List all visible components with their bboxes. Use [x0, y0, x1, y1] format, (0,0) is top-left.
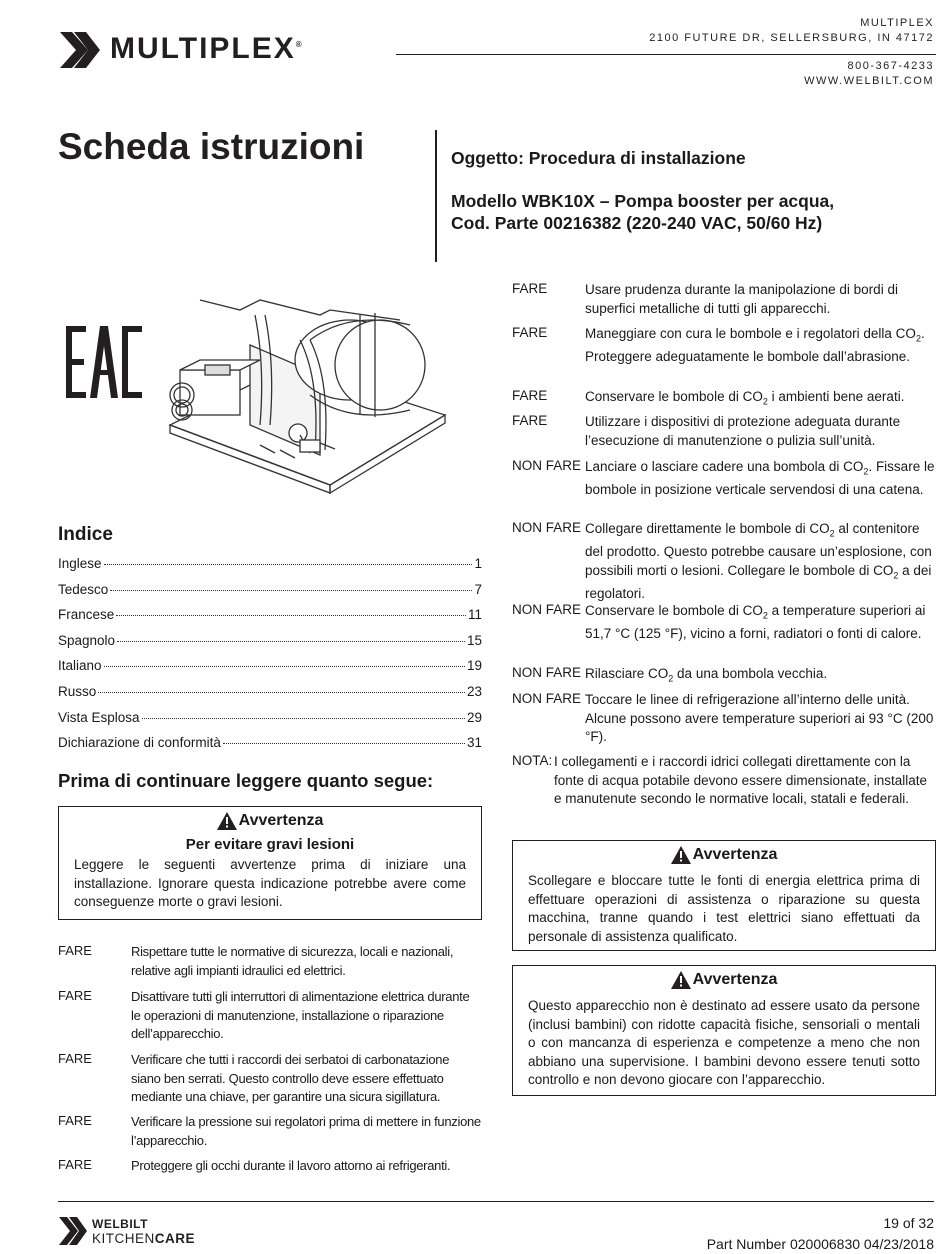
- model-line-2: Cod. Parte 00216382 (220-240 VAC, 50/60 Hz): [451, 213, 823, 233]
- pump-illustration: [160, 285, 450, 505]
- rule-label: FARE: [58, 1157, 92, 1172]
- model-heading: [451, 190, 834, 234]
- toc-page: 15: [466, 632, 482, 648]
- note-label: NOTA:: [512, 753, 553, 768]
- page-title: Scheda istruzioni: [58, 126, 365, 167]
- toc-label: Spagnolo: [58, 632, 116, 648]
- before-continue-heading: Prima di continuare leggere quanto segue:: [58, 770, 434, 791]
- rule-item: [512, 413, 936, 450]
- welbilt-logo: [58, 1214, 238, 1248]
- table-of-contents: [58, 556, 482, 761]
- index-title: Indice: [58, 524, 113, 545]
- note: [512, 753, 936, 809]
- footer-rule: [58, 1201, 934, 1202]
- subject: Oggetto: Procedura di installazione: [451, 148, 746, 168]
- warning-title: Avvertenza: [692, 971, 778, 988]
- part-number: Part Number 020006830 04/23/2018: [706, 1236, 934, 1252]
- rule-text: Rilasciare $CO_2$ da una bombola vecchia.: [585, 666, 828, 684]
- rule-item: [512, 325, 936, 367]
- toc-leader: [142, 718, 465, 719]
- rule-item: [58, 988, 482, 1044]
- rule-text: Collegare direttamente le bombole di $CO_2$ al contenitore del prodotto. Questo potrebbe causare un’esplosione, con possibili morti o lesioni. Collegare le bombole di $CO_2$ a dei regolatori.: [585, 521, 932, 601]
- toc-entry[interactable]: [58, 582, 482, 608]
- website: WWW.WELBILT.COM: [804, 75, 934, 87]
- rule-text: Usare prudenza durante la manipolazione di bordi di superfici metalliche di tutti gli apparecchi.: [585, 282, 898, 316]
- rule-item: [512, 665, 936, 688]
- rule-item: [512, 520, 936, 603]
- toc-leader: [104, 666, 465, 667]
- warning-heading: [528, 971, 920, 989]
- rule-text: Verificare che tutti i raccordi dei serbatoi di carbonatazione siano ben serrati. Questo controllo deve essere effettuato mediante una chiave, per garantire una sicura sigillatura.: [131, 1052, 450, 1104]
- toc-leader: [117, 641, 465, 642]
- toc-label: Inglese: [58, 556, 102, 571]
- toc-label: Francese: [58, 607, 115, 623]
- rule-item: [58, 1051, 482, 1107]
- toc-leader: [223, 743, 465, 744]
- rule-label: FARE: [512, 388, 548, 403]
- rule-label: FARE: [512, 413, 548, 428]
- rule-label: NON FARE: [512, 665, 582, 680]
- toc-label: Italiano: [58, 658, 102, 674]
- rule-item: [58, 1157, 482, 1176]
- toc-label: Russo: [58, 683, 97, 699]
- rule-text: Verificare la pressione sui regolatori prima di mettere in funzione l’apparecchio.: [131, 1114, 481, 1148]
- rule-text: Conservare le bombole di $CO_2$ i ambienti bene aerati.: [585, 389, 905, 407]
- toc-page: 19: [466, 658, 482, 674]
- toc-page: 29: [466, 709, 482, 725]
- rule-label: FARE: [58, 1051, 92, 1066]
- rule-text: Maneggiare con cura le bombole e i regolatori della $CO_2$. Proteggere adeguatamente le bombole dall’abrasione.: [585, 326, 925, 365]
- toc-entry[interactable]: [58, 633, 482, 659]
- rule-item: [58, 943, 482, 980]
- warning-heading: [528, 846, 920, 864]
- warning-title: Avvertenza: [238, 812, 324, 829]
- warning-text: Questo apparecchio non è destinato ad essere usato da persone (inclusi bambini) con ridotte capacità fisiche, sensoriali o mentali o con mancanza di esperienza e competenze a meno che non abbiano una supervisione. I bambini devono essere tenuti sotto controllo e non devono giocare con l’apparecchio.: [528, 998, 920, 1087]
- toc-leader: [116, 615, 466, 616]
- toc-entry[interactable]: [58, 735, 482, 761]
- eac-mark: [66, 326, 144, 403]
- model-line-1: Modello WBK10X – Pompa booster per acqua,: [451, 191, 835, 211]
- toc-entry[interactable]: [58, 684, 482, 710]
- phone: 800-367-4233: [847, 60, 934, 72]
- warning-box-electrical: [512, 840, 936, 951]
- kitchencare-wordmark: KITCHENCARE: [92, 1231, 196, 1246]
- rule-item: [512, 458, 936, 500]
- rule-text: Lanciare o lasciare cadere una bombola di $CO_2$. Fissare le bombole in posizione verticale servendosi di una catena.: [585, 459, 935, 498]
- rule-label: NON FARE: [512, 691, 582, 706]
- rule-label: FARE: [58, 943, 92, 958]
- warning-text: Scollegare e bloccare tutte le fonti di energia elettrica prima di effettuare operazioni di assistenza o riparazione su questa macchina, tranne quando i test elettrici siano effettuati da personale di assistenza qualificato.: [528, 873, 920, 944]
- welbilt-wordmark: WELBILT: [92, 1217, 148, 1231]
- welbilt-logo-icon: [58, 1216, 88, 1246]
- toc-entry[interactable]: [58, 556, 482, 582]
- title-divider: [435, 130, 437, 262]
- warning-triangle-icon: [671, 971, 691, 989]
- rule-text: Conservare le bombole di $CO_2$ a temperature superiori ai 51,7 °C (125 °F), vicino a forni, radiatori o fonti di calore.: [585, 603, 926, 642]
- rule-item: [512, 602, 936, 644]
- rule-label: FARE: [512, 325, 548, 340]
- toc-entry[interactable]: [58, 607, 482, 633]
- rule-label: NON FARE: [512, 520, 582, 535]
- toc-leader: [110, 590, 472, 591]
- toc-page: 11: [467, 607, 482, 623]
- warning-heading: [74, 812, 466, 830]
- header-rule: [396, 54, 936, 55]
- toc-label: Vista Esplosa: [58, 709, 140, 725]
- multiplex-logo-icon: [58, 30, 102, 70]
- rule-text: Proteggere gli occhi durante il lavoro attorno ai refrigeranti.: [131, 1158, 451, 1173]
- rule-label: NON FARE: [512, 458, 582, 473]
- rule-text: Utilizzare i dispositivi di protezione adeguata durante l’esecuzione di manutenzione o pulizia sull’unità.: [585, 414, 901, 448]
- toc-leader: [104, 564, 473, 565]
- rule-text: Rispettare tutte le normative di sicurezza, locali e nazionali, relative agli impianti idraulici ed elettrici.: [131, 944, 454, 978]
- toc-label: Tedesco: [58, 581, 109, 597]
- rule-label: FARE: [58, 1113, 92, 1128]
- company-name: MULTIPLEX: [860, 17, 934, 29]
- contact-info: [804, 59, 934, 89]
- warning-triangle-icon: [671, 846, 691, 864]
- toc-page: 1: [474, 556, 482, 571]
- warning-box-children: [512, 965, 936, 1096]
- warning-subtitle: Per evitare gravi lesioni: [185, 836, 355, 853]
- rule-label: FARE: [58, 988, 92, 1003]
- warning-title: Avvertenza: [692, 846, 778, 863]
- rule-label: FARE: [512, 281, 548, 296]
- note-text: I collegamenti e i raccordi idrici collegati direttamente con la fonte di acqua potabile devono essere dimensionate, installate e manutenute secondo le normative locali, statali e federali.: [554, 754, 928, 806]
- rule-item: [512, 281, 936, 318]
- toc-entry[interactable]: [58, 658, 482, 684]
- page-number: 19 of 32: [883, 1215, 934, 1231]
- company-address: [649, 16, 934, 46]
- rule-item: [58, 1113, 482, 1150]
- toc-label: Dichiarazione di conformità: [58, 735, 221, 751]
- toc-page: 31: [466, 735, 482, 751]
- rule-text: Disattivare tutti gli interruttori di alimentazione elettrica durante le operazioni di manutenzione, installazione o riparazione dell’apparecchio.: [131, 989, 470, 1041]
- rule-text: Toccare le linee di refrigerazione all’interno delle unità. Alcune possono avere temperature superiori ai 93 °C (200 °F).: [585, 692, 934, 744]
- toc-entry[interactable]: [58, 710, 482, 736]
- rule-item: [512, 388, 936, 411]
- warning-box-serious-injury: [58, 806, 482, 920]
- rule-item: [512, 691, 936, 747]
- multiplex-logo: [58, 30, 388, 70]
- toc-page: 7: [474, 581, 482, 597]
- address: 2100 FUTURE DR, SELLERSBURG, IN 47172: [649, 32, 934, 44]
- warning-text: Leggere le seguenti avvertenze prima di iniziare una installazione. Ignorare questa indicazione potrebbe avere come conseguenze morte o gravi lesioni.: [74, 857, 466, 909]
- toc-page: 23: [466, 683, 482, 699]
- toc-leader: [98, 692, 465, 693]
- warning-triangle-icon: [217, 812, 237, 830]
- rule-label: NON FARE: [512, 602, 582, 617]
- brand-name: MULTIPLEX®: [110, 32, 302, 65]
